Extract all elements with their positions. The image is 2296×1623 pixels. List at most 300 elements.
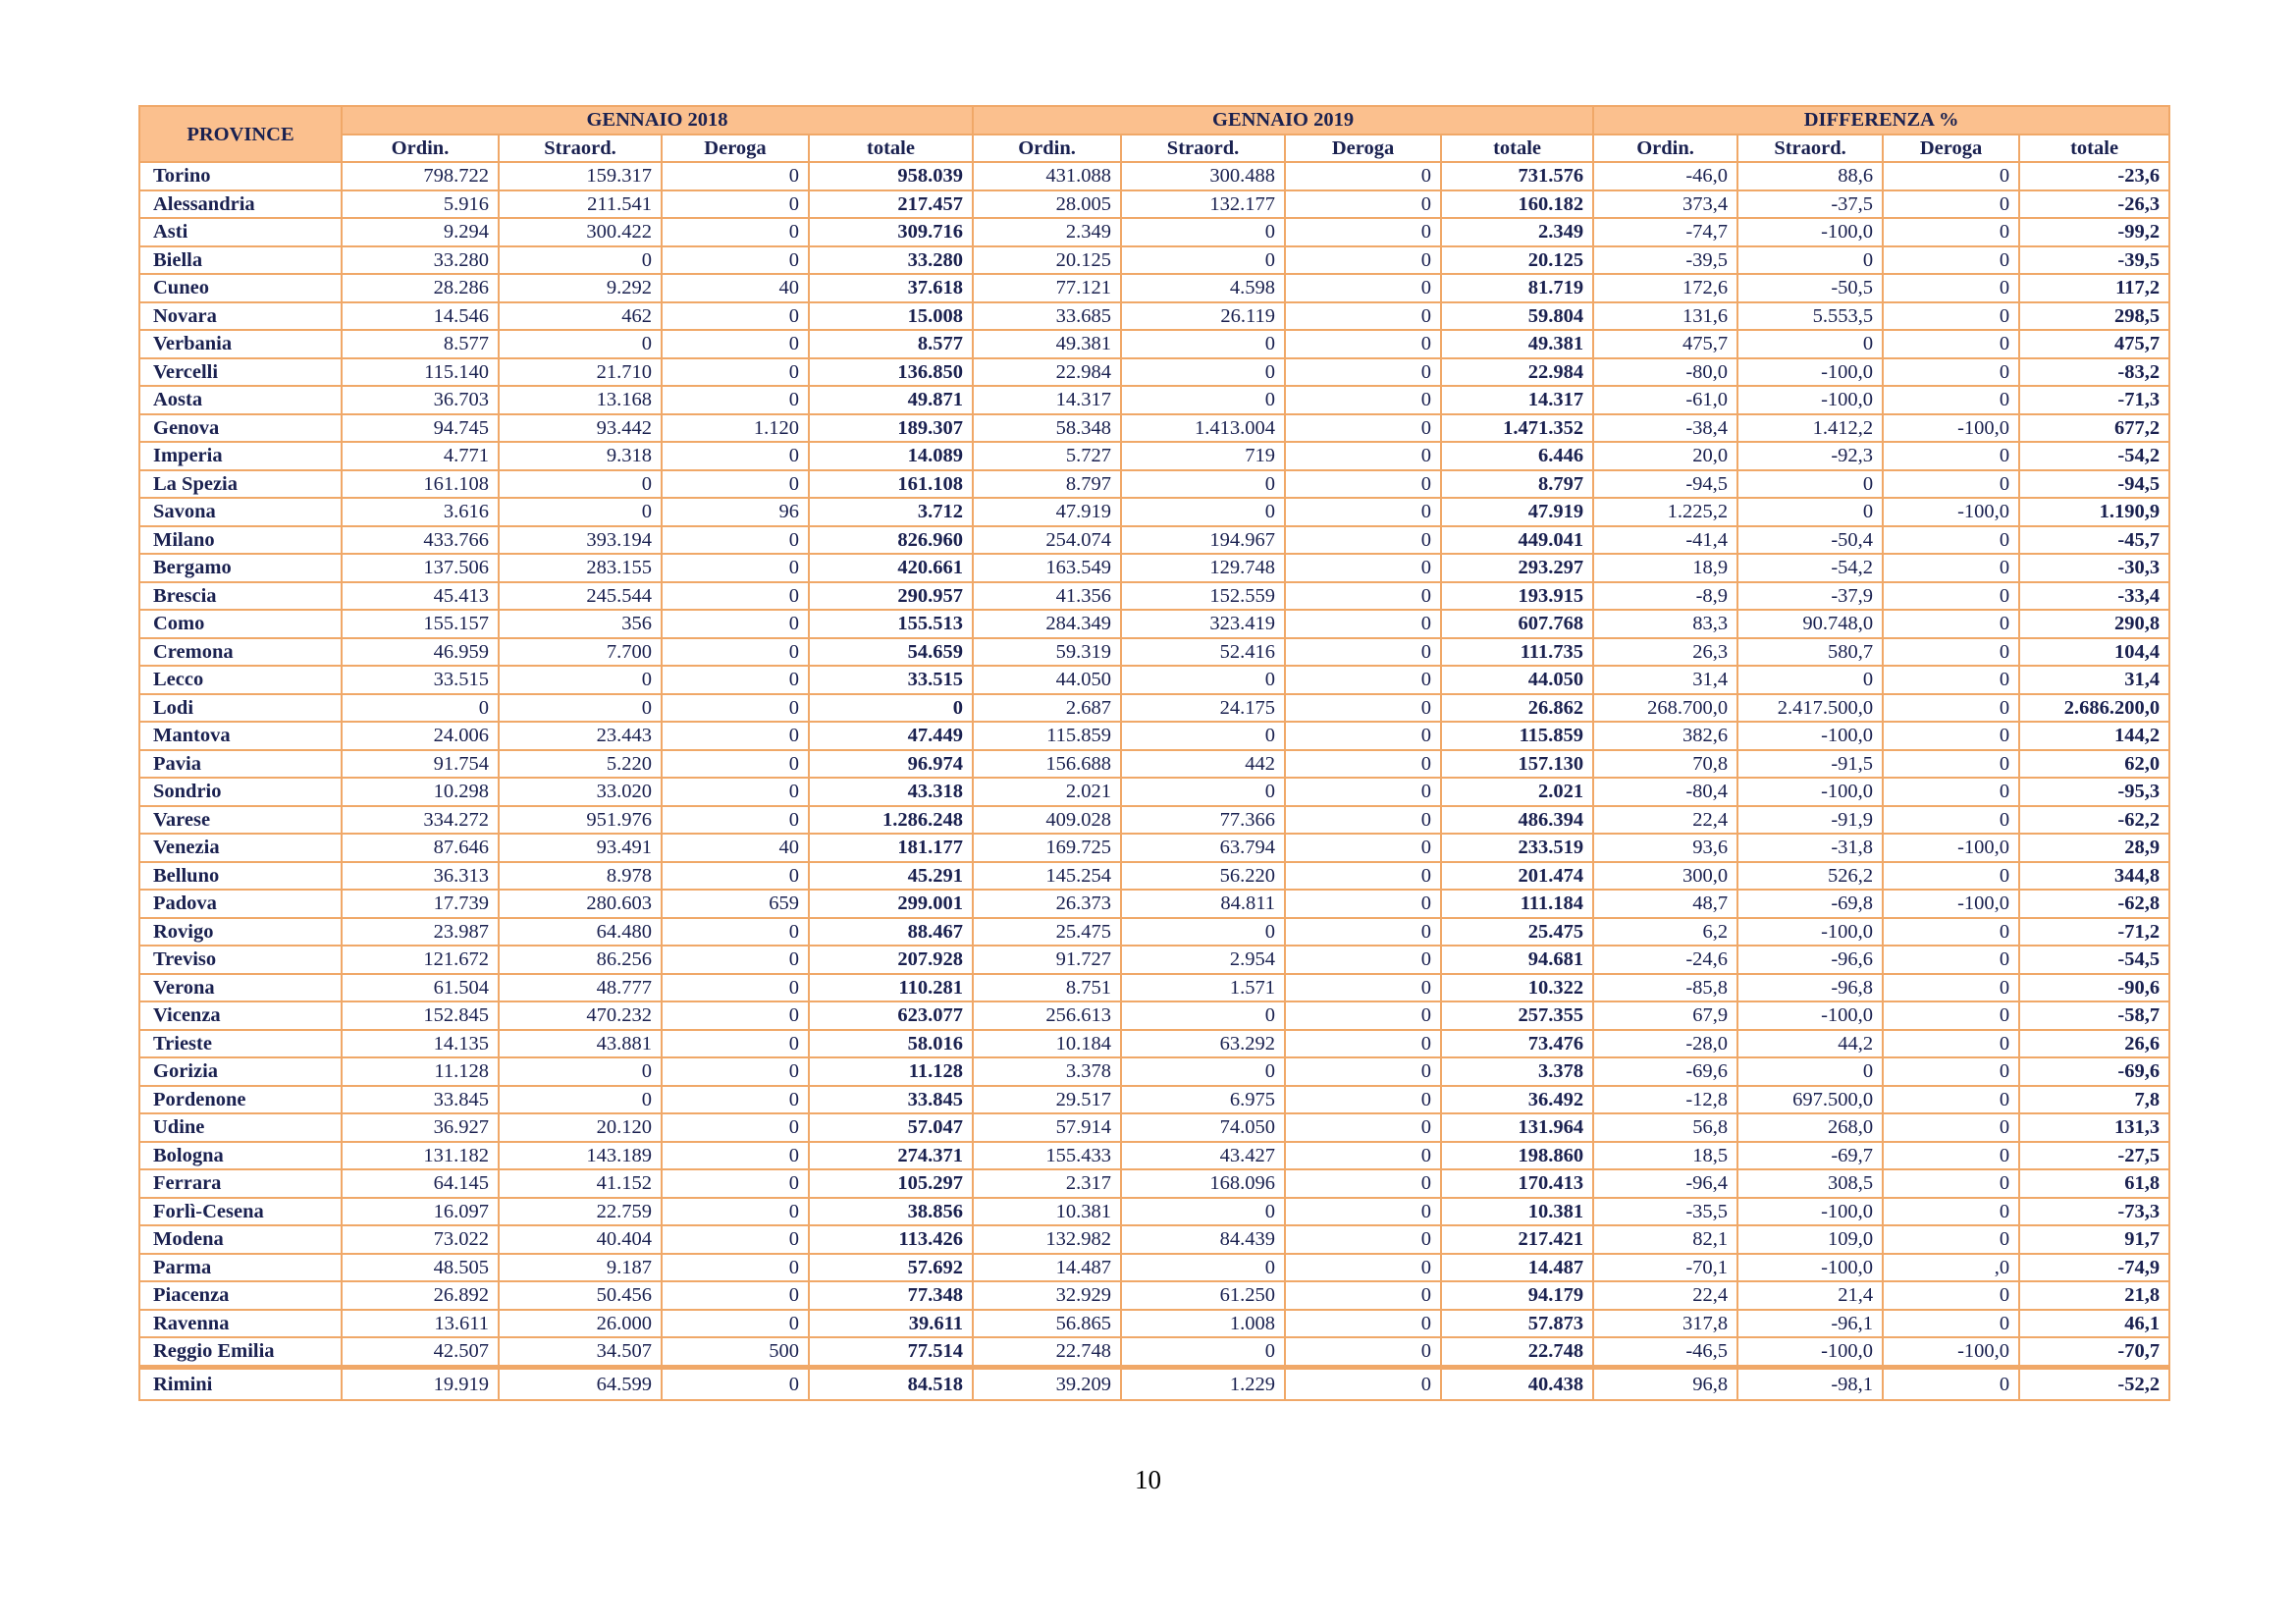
value-cell: -100,0 — [1883, 890, 2019, 918]
value-cell: 0 — [1883, 330, 2019, 358]
province-name-cell: La Spezia — [139, 470, 342, 499]
value-cell: 0 — [499, 246, 662, 275]
province-name-cell: Mantova — [139, 722, 342, 750]
total-cell: 15.008 — [809, 302, 973, 331]
total-cell: 38.856 — [809, 1198, 973, 1226]
value-cell: 0 — [1883, 1057, 2019, 1086]
value-cell: -24,6 — [1593, 946, 1737, 974]
value-cell: 0 — [1883, 946, 2019, 974]
total-cell: 113.426 — [809, 1225, 973, 1254]
total-cell: 157.130 — [1441, 750, 1593, 779]
value-cell: 10.298 — [342, 778, 499, 806]
value-cell: 155.433 — [973, 1142, 1121, 1170]
table-row — [139, 1254, 2169, 1282]
value-cell: 131.182 — [342, 1142, 499, 1170]
total-cell: 28,9 — [2019, 834, 2169, 862]
total-cell: -74,9 — [2019, 1254, 2169, 1282]
value-cell: 46.959 — [342, 638, 499, 667]
total-cell: 170.413 — [1441, 1169, 1593, 1198]
value-cell: 409.028 — [973, 806, 1121, 835]
total-cell: 91,7 — [2019, 1225, 2169, 1254]
value-cell: 93.491 — [499, 834, 662, 862]
value-cell: ,0 — [1883, 1254, 2019, 1282]
total-cell: 293.297 — [1441, 554, 1593, 582]
value-cell: 0 — [1883, 778, 2019, 806]
value-cell: 245.544 — [499, 582, 662, 611]
value-cell: 48.505 — [342, 1254, 499, 1282]
value-cell: 0 — [1121, 1057, 1285, 1086]
value-cell: 0 — [1285, 1198, 1441, 1226]
value-cell: 90.748,0 — [1737, 610, 1883, 638]
value-cell: 0 — [1883, 442, 2019, 470]
value-cell: 0 — [662, 246, 809, 275]
value-cell: 56.220 — [1121, 862, 1285, 891]
value-cell: 0 — [499, 498, 662, 526]
table-row — [139, 162, 2169, 190]
value-cell: 697.500,0 — [1737, 1086, 1883, 1114]
value-cell: -50,4 — [1737, 526, 1883, 555]
value-cell: 145.254 — [973, 862, 1121, 891]
value-cell: -96,6 — [1737, 946, 1883, 974]
value-cell: 0 — [662, 862, 809, 891]
value-cell: 132.982 — [973, 1225, 1121, 1254]
value-cell: 0 — [662, 470, 809, 499]
value-cell: 161.108 — [342, 470, 499, 499]
value-cell: 5.916 — [342, 190, 499, 219]
province-name-cell: Modena — [139, 1225, 342, 1254]
value-cell: 0 — [499, 1057, 662, 1086]
value-cell: 0 — [1883, 1113, 2019, 1142]
province-name-cell: Sondrio — [139, 778, 342, 806]
value-cell: 0 — [1883, 806, 2019, 835]
value-cell: 16.097 — [342, 1198, 499, 1226]
value-cell: 0 — [1285, 302, 1441, 331]
value-cell: 1.413.004 — [1121, 414, 1285, 443]
value-cell: 0 — [1285, 834, 1441, 862]
province-name-cell: Savona — [139, 498, 342, 526]
value-cell: 33.685 — [973, 302, 1121, 331]
value-cell: 0 — [1285, 890, 1441, 918]
value-cell: 0 — [1285, 218, 1441, 246]
value-cell: -46,5 — [1593, 1337, 1737, 1367]
value-cell: 91.727 — [973, 946, 1121, 974]
value-cell: 0 — [1285, 974, 1441, 1002]
total-cell: 189.307 — [809, 414, 973, 443]
total-cell: -71,3 — [2019, 386, 2169, 414]
value-cell: 6,2 — [1593, 918, 1737, 947]
province-name-cell: Reggio Emilia — [139, 1337, 342, 1367]
value-cell: 0 — [1285, 666, 1441, 694]
total-cell: 58.016 — [809, 1030, 973, 1058]
value-cell: 156.688 — [973, 750, 1121, 779]
value-cell: 431.088 — [973, 162, 1121, 190]
table-row — [139, 554, 2169, 582]
value-cell: 47.919 — [973, 498, 1121, 526]
value-cell: -28,0 — [1593, 1030, 1737, 1058]
value-cell: 8.577 — [342, 330, 499, 358]
value-cell: 0 — [1285, 750, 1441, 779]
value-cell: -80,0 — [1593, 358, 1737, 387]
value-cell: 0 — [1121, 218, 1285, 246]
value-cell: 7.700 — [499, 638, 662, 667]
table-row — [139, 582, 2169, 611]
table-row — [139, 1198, 2169, 1226]
value-cell: 0 — [1883, 666, 2019, 694]
value-cell: 48.777 — [499, 974, 662, 1002]
value-cell: 168.096 — [1121, 1169, 1285, 1198]
value-cell: 0 — [1285, 246, 1441, 275]
province-name-cell: Vercelli — [139, 358, 342, 387]
value-cell: 0 — [662, 778, 809, 806]
total-cell: -99,2 — [2019, 218, 2169, 246]
value-cell: 0 — [662, 190, 809, 219]
province-name-cell: Cremona — [139, 638, 342, 667]
value-cell: 3.616 — [342, 498, 499, 526]
value-cell: 63.794 — [1121, 834, 1285, 862]
value-cell: 0 — [662, 806, 809, 835]
value-cell: 268,0 — [1737, 1113, 1883, 1142]
table-row — [139, 302, 2169, 331]
province-name-cell: Varese — [139, 806, 342, 835]
value-cell: 0 — [1121, 722, 1285, 750]
value-cell: 0 — [662, 218, 809, 246]
table-row — [139, 890, 2169, 918]
total-cell: 6.446 — [1441, 442, 1593, 470]
value-cell: 26.119 — [1121, 302, 1285, 331]
value-cell: -100,0 — [1737, 722, 1883, 750]
value-cell: 0 — [1285, 526, 1441, 555]
value-cell: 58.348 — [973, 414, 1121, 443]
value-cell: -96,8 — [1737, 974, 1883, 1002]
value-cell: 951.976 — [499, 806, 662, 835]
value-cell: 0 — [662, 1113, 809, 1142]
value-cell: 0 — [1121, 358, 1285, 387]
total-cell: 33.515 — [809, 666, 973, 694]
value-cell: 48,7 — [1593, 890, 1737, 918]
value-cell: 0 — [499, 470, 662, 499]
total-cell: 94.681 — [1441, 946, 1593, 974]
table-row — [139, 246, 2169, 275]
total-cell: 1.286.248 — [809, 806, 973, 835]
total-cell: -62,2 — [2019, 806, 2169, 835]
value-cell: -100,0 — [1737, 386, 1883, 414]
value-cell: 17.739 — [342, 890, 499, 918]
province-name-cell: Ravenna — [139, 1310, 342, 1338]
subheader-row — [139, 135, 2169, 163]
value-cell: 0 — [1883, 246, 2019, 275]
province-name-cell: Verbania — [139, 330, 342, 358]
value-cell: 43.427 — [1121, 1142, 1285, 1170]
value-cell: 5.220 — [499, 750, 662, 779]
value-cell: 0 — [1883, 610, 2019, 638]
table-row — [139, 1030, 2169, 1058]
value-cell: 0 — [1285, 610, 1441, 638]
value-cell: 0 — [1285, 1142, 1441, 1170]
value-cell: 0 — [1883, 302, 2019, 331]
column-header: Deroga — [662, 135, 809, 163]
value-cell: 41.356 — [973, 582, 1121, 611]
value-cell: 0 — [1883, 274, 2019, 302]
value-cell: 0 — [499, 694, 662, 723]
value-cell: 0 — [662, 330, 809, 358]
column-header: Deroga — [1285, 135, 1441, 163]
value-cell: 14.317 — [973, 386, 1121, 414]
value-cell: 1.229 — [1121, 1367, 1285, 1400]
value-cell: 0 — [1285, 1030, 1441, 1058]
total-cell: 1.471.352 — [1441, 414, 1593, 443]
value-cell: -100,0 — [1737, 1254, 1883, 1282]
total-cell: -54,2 — [2019, 442, 2169, 470]
value-cell: 433.766 — [342, 526, 499, 555]
total-cell: 62,0 — [2019, 750, 2169, 779]
value-cell: 36.703 — [342, 386, 499, 414]
value-cell: 9.292 — [499, 274, 662, 302]
value-cell: 14.135 — [342, 1030, 499, 1058]
total-cell: 160.182 — [1441, 190, 1593, 219]
value-cell: -12,8 — [1593, 1086, 1737, 1114]
value-cell: 0 — [1285, 946, 1441, 974]
value-cell: 719 — [1121, 442, 1285, 470]
value-cell: 44,2 — [1737, 1030, 1883, 1058]
value-cell: 0 — [662, 1086, 809, 1114]
value-cell: 26.373 — [973, 890, 1121, 918]
value-cell: 0 — [662, 666, 809, 694]
value-cell: 0 — [1285, 1057, 1441, 1086]
value-cell: 91.754 — [342, 750, 499, 779]
page-number: 10 — [1135, 1465, 1161, 1494]
value-cell: -98,1 — [1737, 1367, 1883, 1400]
value-cell: 659 — [662, 890, 809, 918]
value-cell: 323.419 — [1121, 610, 1285, 638]
table-row — [139, 498, 2169, 526]
value-cell: 0 — [1737, 246, 1883, 275]
value-cell: 74.050 — [1121, 1113, 1285, 1142]
province-name-cell: Piacenza — [139, 1281, 342, 1310]
value-cell: 33.280 — [342, 246, 499, 275]
value-cell: 29.517 — [973, 1086, 1121, 1114]
value-cell: 300.422 — [499, 218, 662, 246]
total-cell: 88.467 — [809, 918, 973, 947]
value-cell: 0 — [1883, 750, 2019, 779]
total-cell: 26.862 — [1441, 694, 1593, 723]
total-cell: 59.804 — [1441, 302, 1593, 331]
value-cell: 0 — [1121, 1001, 1285, 1030]
value-cell: 143.189 — [499, 1142, 662, 1170]
column-header: totale — [2019, 135, 2169, 163]
value-cell: 36.927 — [342, 1113, 499, 1142]
value-cell: 0 — [1285, 470, 1441, 499]
province-name-cell: Treviso — [139, 946, 342, 974]
value-cell: -92,3 — [1737, 442, 1883, 470]
value-cell: 1.412,2 — [1737, 414, 1883, 443]
value-cell: 0 — [1285, 442, 1441, 470]
total-cell: 257.355 — [1441, 1001, 1593, 1030]
value-cell: 11.128 — [342, 1057, 499, 1086]
value-cell: 470.232 — [499, 1001, 662, 1030]
province-name-cell: Bergamo — [139, 554, 342, 582]
value-cell: 0 — [1121, 778, 1285, 806]
total-cell: 22.748 — [1441, 1337, 1593, 1367]
value-cell: 70,8 — [1593, 750, 1737, 779]
value-cell: 0 — [662, 638, 809, 667]
value-cell: 0 — [1121, 1198, 1285, 1226]
value-cell: 0 — [1737, 498, 1883, 526]
province-name-cell: Padova — [139, 890, 342, 918]
value-cell: -100,0 — [1737, 918, 1883, 947]
province-name-cell: Ferrara — [139, 1169, 342, 1198]
table-row — [139, 1057, 2169, 1086]
province-name-cell: Imperia — [139, 442, 342, 470]
value-cell: 0 — [499, 666, 662, 694]
total-cell: 3.378 — [1441, 1057, 1593, 1086]
table-row — [139, 722, 2169, 750]
total-cell: 26,6 — [2019, 1030, 2169, 1058]
province-name-cell: Aosta — [139, 386, 342, 414]
value-cell: 284.349 — [973, 610, 1121, 638]
total-cell: 290.957 — [809, 582, 973, 611]
value-cell: 0 — [662, 302, 809, 331]
value-cell: -54,2 — [1737, 554, 1883, 582]
table-row — [139, 442, 2169, 470]
value-cell: 0 — [342, 694, 499, 723]
column-header: Deroga — [1883, 135, 2019, 163]
value-cell: 23.987 — [342, 918, 499, 947]
province-name-cell: Lecco — [139, 666, 342, 694]
value-cell: 115.859 — [973, 722, 1121, 750]
total-cell: -90,6 — [2019, 974, 2169, 1002]
column-header: totale — [1441, 135, 1593, 163]
value-cell: -100,0 — [1737, 358, 1883, 387]
table-row — [139, 1086, 2169, 1114]
total-cell: 731.576 — [1441, 162, 1593, 190]
value-cell: 33.845 — [342, 1086, 499, 1114]
value-cell: -8,9 — [1593, 582, 1737, 611]
value-cell: 40.404 — [499, 1225, 662, 1254]
total-cell: -23,6 — [2019, 162, 2169, 190]
total-cell: 105.297 — [809, 1169, 973, 1198]
province-name-cell: Novara — [139, 302, 342, 331]
value-cell: 0 — [1121, 470, 1285, 499]
value-cell: 83,3 — [1593, 610, 1737, 638]
value-cell: 10.381 — [973, 1198, 1121, 1226]
total-cell: 84.518 — [809, 1367, 973, 1400]
province-name-cell: Pordenone — [139, 1086, 342, 1114]
province-name-cell: Milano — [139, 526, 342, 555]
total-cell: 45.291 — [809, 862, 973, 891]
value-cell: 0 — [1737, 330, 1883, 358]
value-cell: 0 — [1285, 638, 1441, 667]
value-cell: -94,5 — [1593, 470, 1737, 499]
value-cell: 0 — [662, 974, 809, 1002]
total-cell: 144,2 — [2019, 722, 2169, 750]
value-cell: 300.488 — [1121, 162, 1285, 190]
value-cell: 0 — [662, 386, 809, 414]
value-cell: -100,0 — [1883, 498, 2019, 526]
value-cell: 0 — [1285, 498, 1441, 526]
table-row — [139, 778, 2169, 806]
total-cell: 104,4 — [2019, 638, 2169, 667]
value-cell: -70,1 — [1593, 1254, 1737, 1282]
value-cell: 0 — [1737, 1057, 1883, 1086]
value-cell: 137.506 — [342, 554, 499, 582]
value-cell: 39.209 — [973, 1367, 1121, 1400]
total-cell: 131.964 — [1441, 1113, 1593, 1142]
group-header-differenza: DIFFERENZA % — [1593, 106, 2169, 135]
value-cell: 44.050 — [973, 666, 1121, 694]
value-cell: 500 — [662, 1337, 809, 1367]
value-cell: 0 — [1883, 694, 2019, 723]
value-cell: -38,4 — [1593, 414, 1737, 443]
total-cell: -95,3 — [2019, 778, 2169, 806]
total-cell: 217.457 — [809, 190, 973, 219]
province-name-cell: Belluno — [139, 862, 342, 891]
total-cell: 181.177 — [809, 834, 973, 862]
total-cell: 2.021 — [1441, 778, 1593, 806]
value-cell: 0 — [1285, 1169, 1441, 1198]
total-cell: 21,8 — [2019, 1281, 2169, 1310]
total-cell: 1.190,9 — [2019, 498, 2169, 526]
value-cell: 57.914 — [973, 1113, 1121, 1142]
value-cell: 5.727 — [973, 442, 1121, 470]
value-cell: 0 — [1883, 1086, 2019, 1114]
value-cell: 0 — [662, 1225, 809, 1254]
value-cell: 0 — [1883, 1169, 2019, 1198]
value-cell: 5.553,5 — [1737, 302, 1883, 331]
column-header: Ordin. — [1593, 135, 1737, 163]
value-cell: 0 — [1883, 1281, 2019, 1310]
value-cell: 0 — [1737, 470, 1883, 499]
value-cell: 94.745 — [342, 414, 499, 443]
value-cell: 52.416 — [1121, 638, 1285, 667]
table-row — [139, 806, 2169, 835]
total-cell: 46,1 — [2019, 1310, 2169, 1338]
value-cell: 0 — [1883, 918, 2019, 947]
value-cell: 0 — [1883, 1310, 2019, 1338]
table-body — [139, 162, 2169, 1400]
value-cell: 1.008 — [1121, 1310, 1285, 1338]
value-cell: 0 — [1285, 554, 1441, 582]
value-cell: 0 — [1285, 862, 1441, 891]
total-cell: -33,4 — [2019, 582, 2169, 611]
value-cell: 33.020 — [499, 778, 662, 806]
total-cell: 0 — [809, 694, 973, 723]
value-cell: 93.442 — [499, 414, 662, 443]
value-cell: 42.507 — [342, 1337, 499, 1367]
table-row — [139, 190, 2169, 219]
total-cell: 486.394 — [1441, 806, 1593, 835]
table-row — [139, 1142, 2169, 1170]
province-name-cell: Venezia — [139, 834, 342, 862]
total-cell: 20.125 — [1441, 246, 1593, 275]
total-cell: -54,5 — [2019, 946, 2169, 974]
province-name-cell: Genova — [139, 414, 342, 443]
value-cell: 64.145 — [342, 1169, 499, 1198]
province-name-cell: Brescia — [139, 582, 342, 611]
value-cell: 32.929 — [973, 1281, 1121, 1310]
value-cell: -41,4 — [1593, 526, 1737, 555]
value-cell: 50.456 — [499, 1281, 662, 1310]
value-cell: 0 — [662, 162, 809, 190]
table-row — [139, 274, 2169, 302]
total-cell: 36.492 — [1441, 1086, 1593, 1114]
value-cell: 155.157 — [342, 610, 499, 638]
table-row — [139, 666, 2169, 694]
table-row — [139, 1001, 2169, 1030]
value-cell: 0 — [662, 1198, 809, 1226]
total-cell: 40.438 — [1441, 1367, 1593, 1400]
value-cell: 9.187 — [499, 1254, 662, 1282]
total-cell: -39,5 — [2019, 246, 2169, 275]
